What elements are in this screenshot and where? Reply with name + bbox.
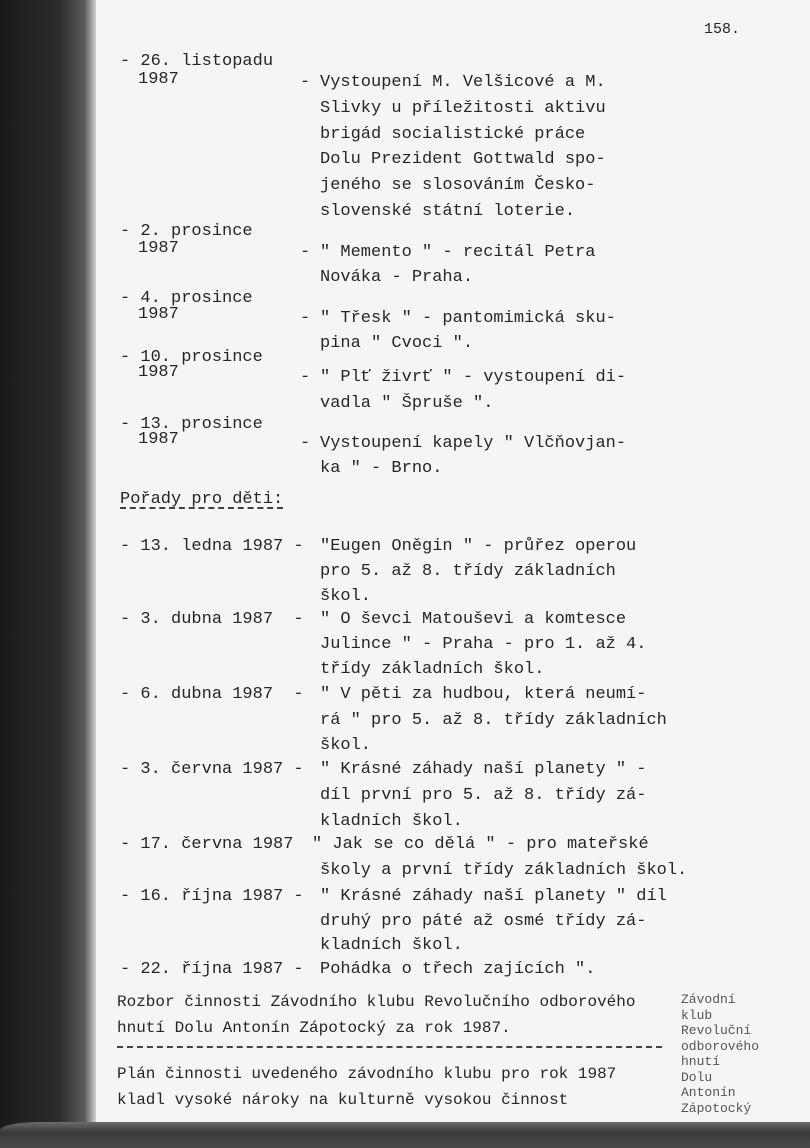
entry-date: - 6. dubna 1987 -: [120, 685, 304, 704]
entry-text: škol.: [320, 736, 372, 755]
entry-text: " O ševci Matouševi a komtesce: [320, 610, 627, 629]
scan-binding-edge: [0, 0, 96, 1148]
entry-text: škol.: [320, 587, 372, 606]
entry-year: 1987: [138, 363, 179, 382]
entry-date: - 13. prosince: [120, 415, 263, 434]
entry-date: - 16. října 1987 -: [120, 887, 304, 906]
margin-note-line: Antonín: [681, 1085, 736, 1100]
entry-text: Nováka - Praha.: [320, 268, 474, 287]
entry-date: - 3. dubna 1987 -: [120, 610, 304, 629]
entry-dash: -: [300, 309, 311, 328]
entry-text: Dolu Prezident Gottwald spo-: [320, 150, 606, 169]
entry-text: " Krásné záhady naší planety " díl: [320, 887, 667, 906]
entry-date: - 10. prosince: [120, 348, 263, 367]
scan-bottom-shadow: [0, 1122, 810, 1148]
entry-date: - 2. prosince: [120, 222, 253, 241]
entry-text: rá " pro 5. až 8. třídy základních: [320, 711, 667, 730]
entry-date: - 13. ledna 1987 -: [120, 537, 304, 556]
entry-year: 1987: [138, 305, 179, 324]
entry-dash: -: [300, 434, 311, 453]
margin-note-line: klub: [681, 1007, 713, 1023]
page-number: 158.: [704, 21, 741, 38]
entry-text: " Jak se co dělá " - pro mateřské: [312, 835, 649, 854]
entry-text: kladních škol.: [320, 812, 463, 831]
margin-note-line: hnutí: [681, 1054, 721, 1069]
margin-note-line: Závodní: [681, 992, 736, 1007]
entry-text: Vystoupení M. Velšicové a M.: [320, 73, 606, 92]
entry-text: třídy základních škol.: [320, 660, 545, 679]
entry-text: školy a první třídy základních škol.: [320, 861, 688, 880]
entry-date: - 4. prosince: [120, 289, 253, 308]
entry-text: Vystoupení kapely " Vlčňovjan-: [320, 434, 627, 453]
entry-text: " Memento " - recitál Petra: [320, 243, 596, 262]
entry-date: - 26. listopadu: [120, 52, 274, 71]
report-title-line: hnutí Dolu Antonín Zápotocký za rok 1987.: [117, 1019, 511, 1037]
entry-text: pro 5. až 8. třídy základních: [320, 562, 616, 581]
entry-text: druhý pro páté až osmé třídy zá-: [320, 912, 647, 931]
entry-text: Slivky u příležitosti aktivu: [320, 99, 606, 118]
entry-text: " Třesk " - pantomimická sku-: [320, 309, 616, 328]
children-section-heading: Pořady pro děti:: [120, 490, 284, 509]
entry-text: " Plť živrť " - vystoupení di-: [320, 368, 627, 387]
entry-date: - 3. června 1987 -: [120, 760, 304, 779]
margin-note-line: Revoluční: [681, 1023, 752, 1038]
entry-text: vadla " Špruše ".: [320, 394, 494, 413]
entry-text: slovenské státní loterie.: [320, 202, 576, 221]
entry-text: jeného se slosováním Česko-: [320, 176, 596, 195]
entry-date: - 22. října 1987 -: [120, 960, 304, 979]
entry-dash: -: [300, 73, 311, 92]
entry-text: " Krásné záhady naší planety " -: [320, 760, 647, 779]
entry-dash: -: [300, 368, 311, 387]
entry-text: kladních škol.: [320, 936, 463, 955]
entry-dash: -: [300, 243, 311, 262]
entry-year: 1987: [138, 70, 179, 89]
entry-text: Pohádka o třech zajících ".: [320, 960, 596, 979]
entry-text: "Eugen Oněgin " - průřez operou: [320, 537, 637, 556]
entry-year: 1987: [138, 239, 179, 258]
dashed-separator: [117, 1046, 662, 1048]
entry-date: - 17. června 1987: [120, 835, 294, 854]
margin-note-line: Zápotocký: [681, 1100, 752, 1116]
margin-note-line: odborového: [681, 1038, 760, 1054]
entry-text: pina " Cvoci ".: [320, 334, 474, 353]
report-body-line: kladl vysoké nároky na kulturně vysokou činnost: [117, 1091, 569, 1109]
report-body-line: Plán činnosti uvedeného závodního klubu pro rok 1987: [117, 1065, 617, 1083]
entry-text: " V pěti za hudbou, která neumí-: [320, 685, 647, 704]
entry-text: díl první pro 5. až 8. třídy zá-: [320, 786, 647, 805]
margin-note: [681, 992, 759, 1116]
report-title-line: Rozbor činnosti Závodního klubu Revolučního odborového: [117, 993, 636, 1011]
entry-text: ka " - Brno.: [320, 459, 443, 478]
entry-text: Julince " - Praha - pro 1. až 4.: [320, 635, 647, 654]
entry-text: brigád socialistické práce: [320, 125, 586, 144]
margin-note-line: Dolu: [681, 1069, 713, 1085]
entry-year: 1987: [138, 430, 179, 449]
